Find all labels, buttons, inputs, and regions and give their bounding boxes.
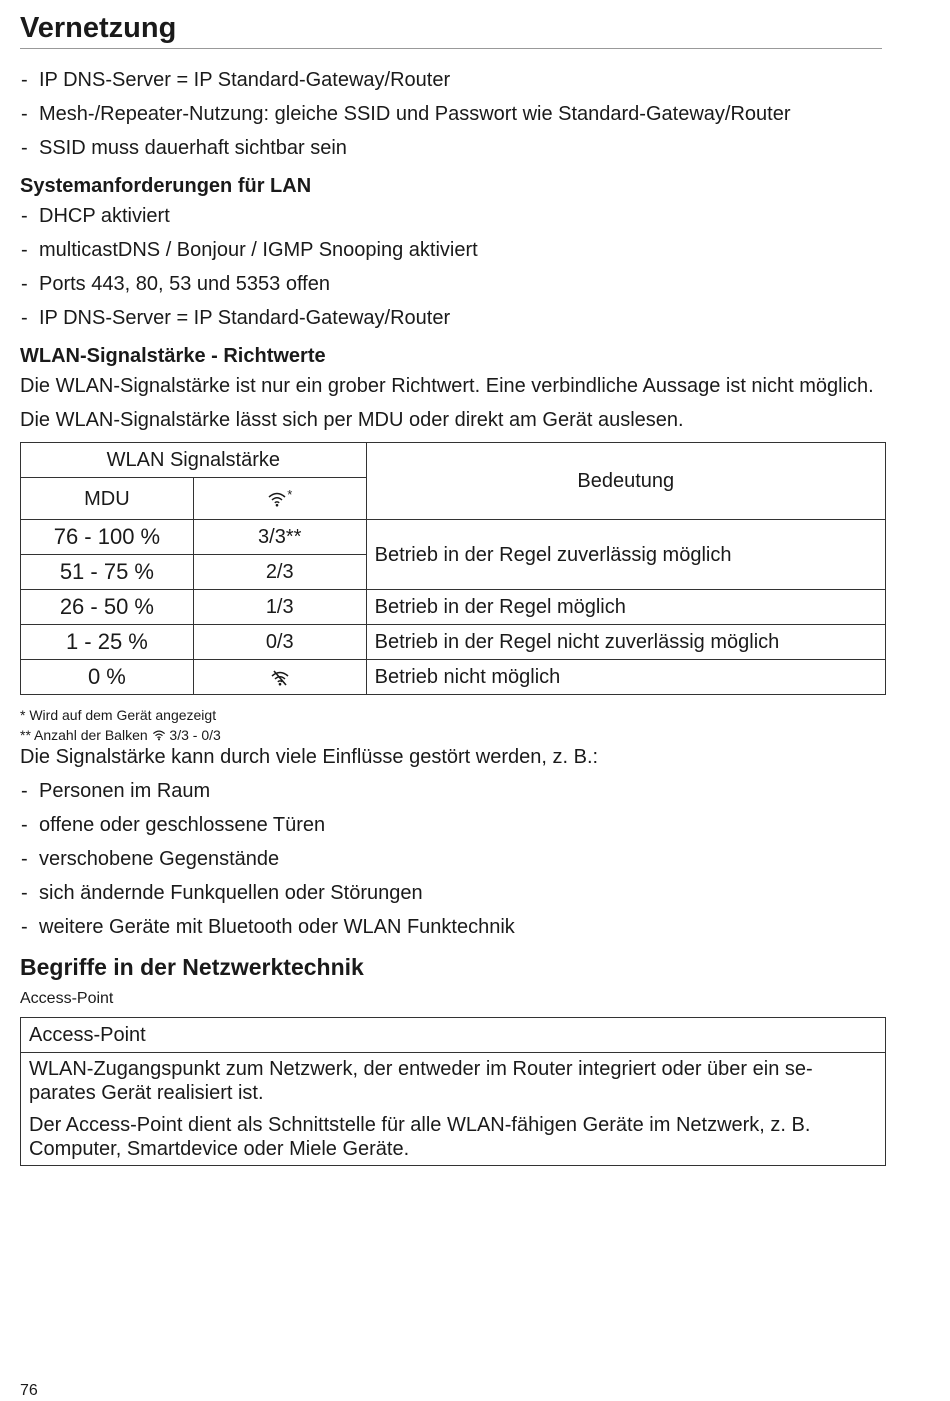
access-point-table — [20, 1017, 886, 1166]
header-group: WLAN Signalstärke — [21, 443, 367, 478]
wlan-signal-para2: Die WLAN-Signalstärke lässt sich per MDU oder direkt am Gerät auslesen. — [20, 409, 684, 431]
signal-strength-table — [20, 442, 886, 695]
list-item: - Ports 443, 80, 53 und 5353 offen — [20, 272, 886, 296]
table-row — [21, 520, 886, 555]
terms-heading: Begriffe in der Netzwerktechnik — [20, 954, 364, 980]
list-item: - DHCP aktiviert — [20, 204, 886, 228]
cell-meaning: Betrieb in der Regel zuverlässig möglich — [366, 520, 885, 590]
cell-mdu: 0 % — [21, 660, 194, 695]
table-row — [21, 590, 886, 625]
table-row — [21, 660, 886, 695]
cell-mdu: 1 - 25 % — [21, 625, 194, 660]
list-item: - verschobene Gegenstände — [20, 847, 886, 871]
lan-heading: Systemanforderungen für LAN — [20, 175, 312, 197]
list-item: - offene oder geschlossene Türen — [20, 813, 886, 837]
box-title: Access-Point — [21, 1018, 886, 1053]
wlan-signal-para1: Die WLAN-Signalstärke ist nur ein grober Richtwert. Eine verbindliche Aussage ist nicht möglich. — [20, 375, 874, 397]
influences-list — [20, 779, 886, 939]
terms-subheading: Access-Point — [20, 990, 114, 1007]
cell-bars: 2/3 — [193, 555, 366, 590]
wifi-off-icon — [270, 670, 290, 686]
cell-mdu: 26 - 50 % — [21, 590, 194, 625]
list-item: - Mesh-/Repeater-Nutzung: gleiche SSID und Passwort wie Standard-Gateway/Router — [20, 102, 886, 126]
wlan-requirements-list — [20, 68, 886, 160]
cell-meaning: Betrieb in der Regel nicht zuverlässig möglich — [366, 625, 885, 660]
influence-intro: Die Signalstärke kann durch viele Einflüsse gestört werden, z. B.: — [20, 746, 599, 768]
box-para-2: Der Access-Point dient als Schnittstelle für alle WLAN-fähigen Geräte im Netzwerk, z. B. Computer, Smartdevice oder Miele Geräte. — [29, 1114, 811, 1160]
list-item: - IP DNS-Server = IP Standard-Gateway/Router — [20, 306, 886, 330]
footnote-2-suffix: 3/3 - 0/3 — [169, 727, 221, 743]
footnote-2 — [20, 725, 886, 745]
list-item: - Personen im Raum — [20, 779, 886, 803]
cell-meaning: Betrieb nicht möglich — [366, 660, 885, 695]
footnote-2-prefix: ** Anzahl der Balken — [20, 727, 148, 743]
cell-bars: 1/3 — [193, 590, 366, 625]
footnote-mark: * — [287, 486, 293, 502]
cell-bars: 3/3** — [193, 520, 366, 555]
cell-mdu: 76 - 100 % — [21, 520, 194, 555]
header-meaning: Bedeutung — [366, 443, 885, 520]
table-row — [21, 625, 886, 660]
lan-requirements-list — [20, 204, 886, 330]
list-item: - SSID muss dauerhaft sichtbar sein — [20, 136, 886, 160]
footnotes — [20, 705, 886, 745]
footnote-1: * Wird auf dem Gerät angezeigt — [20, 707, 217, 723]
cell-mdu: 51 - 75 % — [21, 555, 194, 590]
cell-bars — [193, 660, 366, 695]
list-item: - multicastDNS / Bonjour / IGMP Snooping aktiviert — [20, 238, 886, 262]
list-item: - weitere Geräte mit Bluetooth oder WLAN Funktechnik — [20, 915, 886, 939]
wlan-signal-heading: WLAN-Signalstärke - Richtwerte — [20, 345, 326, 367]
list-item: - sich ändernde Funkquellen oder Störungen — [20, 881, 886, 905]
page-title: Vernetzung — [20, 0, 882, 49]
header-device — [193, 478, 366, 520]
box-para-1: WLAN-Zugangspunkt zum Netzwerk, der entweder im Router integriert oder über ein se-parates Gerät realisiert ist. — [29, 1058, 813, 1104]
page-number: 76 — [20, 1382, 38, 1399]
list-item: - IP DNS-Server = IP Standard-Gateway/Router — [20, 68, 886, 92]
wifi-icon — [267, 491, 287, 507]
cell-meaning: Betrieb in der Regel möglich — [366, 590, 885, 625]
header-mdu: MDU — [21, 478, 194, 520]
box-body — [21, 1053, 886, 1166]
wifi-icon — [152, 729, 166, 741]
cell-bars: 0/3 — [193, 625, 366, 660]
page — [20, 0, 886, 1166]
